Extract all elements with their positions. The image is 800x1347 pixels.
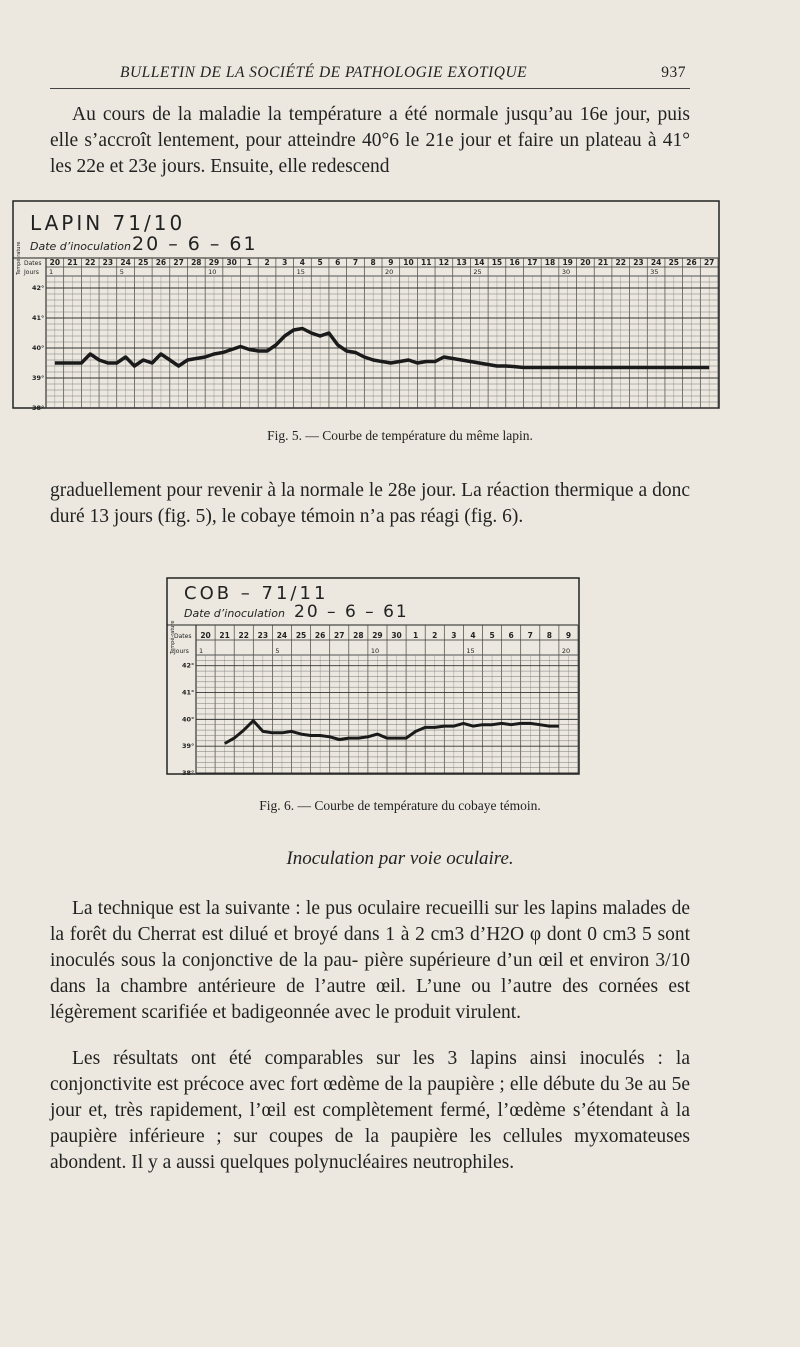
fig6-date-label: 2 — [432, 631, 438, 640]
fig6-temp-label: Tempé-rature — [170, 620, 176, 654]
fig5-date-label: 20 — [49, 258, 61, 267]
running-header — [50, 60, 690, 89]
figure-5-chart — [12, 200, 722, 412]
fig5-date-label: 26 — [155, 258, 167, 267]
fig6-date-label: 28 — [353, 631, 364, 640]
fig5-date-label: 10 — [403, 258, 414, 267]
paragraph-2-line: graduellement pour revenir à la normale le 28e jour. La réaction — [50, 480, 550, 501]
fig6-date-label: 9 — [565, 631, 572, 640]
fig6-inoculation-label: Date d’inoculation — [184, 607, 285, 620]
fig6-ytick-label: 38° — [182, 769, 195, 777]
fig5-jour-label: 1 — [49, 268, 54, 276]
fig5-date-label: 9 — [388, 258, 394, 267]
fig5-date-label: 25 — [668, 258, 680, 267]
fig5-date-label: 21 — [67, 258, 78, 267]
fig6-ytick-label: 41° — [182, 688, 195, 697]
paragraph-3 — [50, 896, 690, 1026]
fig5-jour-label: 10 — [208, 268, 217, 276]
fig5-jour-label: 30 — [561, 268, 571, 276]
figure-6-chart — [166, 577, 586, 777]
fig5-date-label: 11 — [420, 258, 432, 267]
fig5-dates-label: Dates — [24, 260, 42, 267]
fig5-jours-label: Jours — [24, 269, 39, 276]
fig6-dates-label: Dates — [174, 633, 192, 640]
fig6-date-label: 24 — [276, 631, 288, 640]
fig6-jour-label: 20 — [561, 647, 571, 655]
fig6-jours-label: Jours — [174, 648, 189, 655]
paragraph-4-line: la conjonctivite est précoce avec fort œdème de la paupière ; elle — [50, 1048, 690, 1095]
fig5-date-label: 21 — [597, 258, 609, 267]
section-title: Inoculation par voie oculaire. — [286, 848, 514, 869]
fig5-date-label: 23 — [102, 258, 114, 267]
paragraph-2-line: thermique a donc duré 13 jours (fig. 5), le cobaye témoin n’a pas — [50, 480, 691, 527]
fig5-jour-label: 25 — [473, 268, 482, 276]
fig5-inoculation-date: 20 – 6 – 61 — [132, 233, 258, 255]
fig5-jour-label: 5 — [119, 268, 124, 276]
paragraph-4-line: débute du 3e au 5e jour et, très rapidement, l’œil est complètement — [50, 1074, 690, 1121]
fig6-date-label: 25 — [295, 631, 307, 640]
fig6-inoculation-date: 20 – 6 – 61 — [294, 602, 409, 622]
paragraph-3-line: La technique est la suivante : le pus oculaire recueilli sur les — [72, 898, 546, 919]
fig6-date-label: 23 — [257, 631, 269, 640]
paragraph-3-line: pière supérieure d’un œil et environ 3/10 dans la chambre antérieure — [50, 950, 690, 997]
fig5-ytick-label: 41° — [32, 314, 45, 322]
fig6-date-label: 21 — [219, 631, 230, 640]
paragraph-1-line: et faire un plateau à 41° les 22e et 23e jours. Ensuite, elle redescend — [50, 130, 690, 177]
fig5-ytick-label: 38° — [32, 404, 45, 412]
fig6-date-label: 4 — [470, 631, 476, 640]
fig6-date-label: 27 — [334, 631, 345, 640]
fig5-jour-label: 15 — [296, 268, 305, 276]
fig6-date-label: 26 — [314, 631, 326, 640]
figure-5-caption: Fig. 5. — Courbe de température du même lapin. — [267, 428, 533, 443]
fig6-date-label: 1 — [413, 631, 419, 640]
paragraph-3-line: d’H2O φ dont 0 cm3 5 sont inoculés sous la conjonctive de la pau- — [50, 924, 690, 971]
fig6-date-label: 7 — [527, 631, 533, 640]
page-number: 937 — [661, 64, 686, 81]
paragraph-4-line: fermé, l’œdème s’étendant à la paupière inférieure ; sur coupes de — [50, 1100, 690, 1147]
paragraph-4 — [50, 1046, 690, 1176]
fig6-date-label: 6 — [508, 631, 514, 640]
figure-6-caption: Fig. 6. — Courbe de température du cobaye témoin. — [259, 798, 541, 813]
paragraph-3-line: et badigeonnée avec le produit virulent. — [212, 1002, 522, 1023]
fig6-ytick-label: 40° — [182, 715, 195, 724]
fig5-date-label: 23 — [633, 258, 644, 267]
fig5-date-label: 29 — [208, 258, 220, 267]
fig5-date-label: 20 — [580, 258, 591, 267]
paragraph-4-line: la paupière les cellules myxomateuses abondent. Il y a aussi quelques — [50, 1126, 691, 1173]
paragraph-3-line: lapins malades de la forêt du Cherrat est dilué et broyé dans 1 à 2 cm3 — [50, 898, 690, 945]
journal-title: BULLETIN DE LA SOCIÉTÉ DE PATHOLOGIE EXOTIQUE — [120, 64, 528, 81]
fig5-date-label: 4 — [299, 258, 306, 267]
fig5-ytick-label: 42° — [32, 284, 45, 292]
paragraph-2-line: réagi (fig. 6). — [420, 506, 524, 527]
fig5-ytick-label: 39° — [32, 374, 45, 382]
fig6-date-label: 29 — [372, 631, 383, 640]
fig6-date-label: 5 — [489, 631, 495, 640]
paragraph-1 — [50, 102, 690, 180]
paragraph-1-line: Au cours de la maladie la température a été normale jusqu’au — [72, 104, 573, 125]
fig5-date-label: 24 — [650, 258, 662, 267]
fig5-date-label: 7 — [352, 258, 359, 267]
fig5-animal-label: LAPIN 71/10 — [30, 211, 186, 235]
fig5-jour-label: 20 — [385, 268, 394, 276]
fig5-inoculation-label: Date d’inoculation — [30, 240, 131, 253]
fig6-date-label: 20 — [200, 631, 211, 640]
fig5-date-label: 17 — [527, 258, 538, 267]
fig5-date-label: 30 — [226, 258, 237, 267]
paragraph-1-line: 16e jour, puis elle s’accroît lentement, pour atteindre 40°6 le 21e jour — [50, 104, 690, 151]
fig5-date-label: 27 — [703, 258, 715, 267]
fig5-date-label: 18 — [544, 258, 556, 267]
fig6-temperature-curve — [225, 721, 559, 744]
fig5-date-label: 8 — [370, 258, 376, 267]
fig6-date-label: 3 — [451, 631, 457, 640]
fig6-animal-label: COB – 71/11 — [184, 583, 329, 604]
fig5-date-label: 28 — [191, 258, 202, 267]
fig5-date-label: 2 — [264, 258, 270, 267]
fig5-date-label: 22 — [84, 258, 96, 267]
fig5-date-label: 1 — [246, 258, 252, 267]
fig5-date-label: 3 — [282, 258, 288, 267]
fig6-jour-label: 10 — [370, 647, 380, 655]
paragraph-4-line: polynucléaires neutrophiles. — [294, 1152, 515, 1173]
fig5-date-label: 16 — [509, 258, 520, 267]
fig6-date-label: 22 — [238, 631, 249, 640]
fig5-date-label: 26 — [686, 258, 697, 267]
fig6-jour-label: 5 — [275, 647, 280, 655]
fig5-ytick-label: 40° — [32, 344, 45, 352]
fig5-date-label: 12 — [438, 258, 450, 267]
fig5-date-label: 13 — [456, 258, 467, 267]
fig6-jour-label: 15 — [466, 647, 475, 655]
fig5-date-label: 6 — [335, 258, 341, 267]
fig6-ytick-label: 42° — [182, 661, 195, 670]
fig5-date-label: 14 — [474, 258, 485, 267]
fig5-date-label: 5 — [317, 258, 323, 267]
fig5-date-label: 15 — [491, 258, 503, 267]
fig5-date-label: 24 — [120, 258, 131, 267]
fig5-jour-label: 35 — [650, 268, 659, 276]
paragraph-3-line: de l’autre œil. L’une ou l’autre des cornées est légèrement scarifiée — [50, 976, 691, 1023]
paragraph-2 — [50, 478, 690, 530]
fig5-date-label: 27 — [173, 258, 184, 267]
fig5-temp-label: Tempé-rature — [16, 241, 22, 275]
fig6-date-label: 30 — [391, 631, 402, 640]
fig5-date-label: 22 — [615, 258, 626, 267]
fig6-date-label: 8 — [546, 631, 552, 640]
paragraph-4-line: Les résultats ont été comparables sur les 3 lapins ainsi inoculés : — [72, 1048, 663, 1069]
fig6-ytick-label: 39° — [182, 742, 195, 751]
fig5-date-label: 25 — [138, 258, 149, 267]
fig5-date-label: 19 — [562, 258, 573, 267]
fig6-jour-label: 1 — [199, 647, 204, 655]
